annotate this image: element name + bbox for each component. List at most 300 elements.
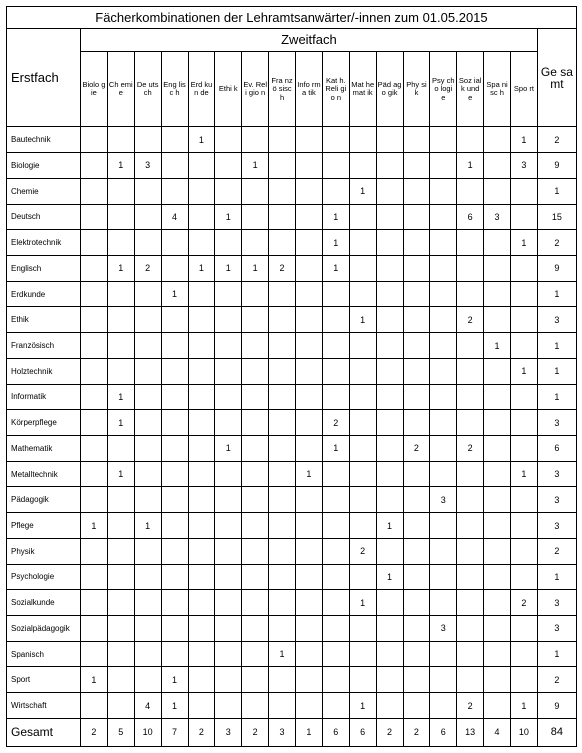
count-cell: 3	[484, 204, 511, 230]
count-cell	[349, 513, 376, 539]
count-cell	[188, 153, 215, 179]
count-cell	[349, 667, 376, 693]
column-total-cell: 13	[457, 718, 484, 746]
erstfach-label: Elektrotechnik	[7, 230, 81, 256]
count-cell	[403, 358, 430, 384]
count-cell: 1	[322, 436, 349, 462]
erstfach-label: Sport	[7, 667, 81, 693]
count-cell	[296, 358, 323, 384]
table-row	[7, 513, 577, 539]
count-cell: 3	[511, 153, 538, 179]
count-cell	[349, 436, 376, 462]
table-row	[7, 281, 577, 307]
table-row	[7, 461, 577, 487]
count-cell	[107, 538, 134, 564]
count-cell	[161, 255, 188, 281]
count-cell	[376, 410, 403, 436]
count-cell	[188, 281, 215, 307]
zweitfach-column-header: Päd ago gik	[376, 52, 403, 127]
count-cell	[81, 127, 108, 153]
table-row	[7, 384, 577, 410]
count-cell	[376, 538, 403, 564]
count-cell: 2	[269, 255, 296, 281]
count-cell: 1	[349, 590, 376, 616]
count-cell	[134, 358, 161, 384]
count-cell	[215, 358, 242, 384]
count-cell	[161, 333, 188, 359]
count-cell	[242, 436, 269, 462]
count-cell	[296, 693, 323, 719]
count-cell	[322, 384, 349, 410]
count-cell	[215, 513, 242, 539]
count-cell	[188, 410, 215, 436]
count-cell	[403, 281, 430, 307]
zweitfach-column-header: Soz ialk und e	[457, 52, 484, 127]
count-cell	[269, 667, 296, 693]
erstfach-label: Englisch	[7, 255, 81, 281]
column-total-cell: 2	[242, 718, 269, 746]
table-row	[7, 333, 577, 359]
count-cell	[403, 667, 430, 693]
count-cell	[457, 487, 484, 513]
count-cell	[215, 590, 242, 616]
zweitfach-column-header: Biolo gie	[81, 52, 108, 127]
table-row	[7, 538, 577, 564]
column-total-cell: 2	[403, 718, 430, 746]
row-total-cell: 6	[537, 436, 576, 462]
count-cell	[484, 153, 511, 179]
count-cell	[296, 153, 323, 179]
count-cell	[269, 127, 296, 153]
count-cell	[322, 178, 349, 204]
count-cell	[81, 693, 108, 719]
count-cell	[430, 641, 457, 667]
count-cell: 2	[457, 436, 484, 462]
count-cell	[269, 436, 296, 462]
column-total-cell: 2	[188, 718, 215, 746]
count-cell	[511, 178, 538, 204]
count-cell	[296, 641, 323, 667]
count-cell: 1	[81, 513, 108, 539]
count-cell	[430, 333, 457, 359]
count-cell	[349, 255, 376, 281]
table-row	[7, 436, 577, 462]
count-cell	[430, 693, 457, 719]
count-cell	[107, 487, 134, 513]
count-cell	[134, 641, 161, 667]
count-cell	[511, 281, 538, 307]
column-total-cell: 2	[376, 718, 403, 746]
count-cell	[484, 384, 511, 410]
count-cell	[134, 204, 161, 230]
count-cell	[457, 667, 484, 693]
count-cell	[403, 461, 430, 487]
count-cell	[322, 693, 349, 719]
count-cell	[403, 410, 430, 436]
count-cell	[484, 127, 511, 153]
count-cell	[107, 513, 134, 539]
count-cell	[188, 436, 215, 462]
erstfach-label: Pädagogik	[7, 487, 81, 513]
count-cell	[81, 255, 108, 281]
count-cell	[269, 204, 296, 230]
count-cell	[81, 616, 108, 642]
count-cell	[215, 410, 242, 436]
count-cell	[161, 358, 188, 384]
count-cell	[215, 538, 242, 564]
count-cell	[511, 667, 538, 693]
count-cell	[322, 461, 349, 487]
count-cell	[457, 616, 484, 642]
zweitfach-column-header: Spo rt	[511, 52, 538, 127]
count-cell	[269, 178, 296, 204]
count-cell	[376, 204, 403, 230]
count-cell	[269, 410, 296, 436]
count-cell	[349, 641, 376, 667]
zweitfach-column-header: De uts ch	[134, 52, 161, 127]
count-cell: 1	[215, 436, 242, 462]
count-cell	[457, 281, 484, 307]
erstfach-label: Wirtschaft	[7, 693, 81, 719]
count-cell	[322, 564, 349, 590]
count-cell: 2	[457, 307, 484, 333]
count-cell: 1	[511, 693, 538, 719]
erstfach-label: Sozialkunde	[7, 590, 81, 616]
count-cell	[81, 538, 108, 564]
count-cell	[349, 230, 376, 256]
zweitfach-column-header: Eng lisc h	[161, 52, 188, 127]
count-cell	[269, 384, 296, 410]
count-cell	[484, 487, 511, 513]
count-cell	[161, 616, 188, 642]
count-cell	[81, 153, 108, 179]
count-cell	[376, 641, 403, 667]
count-cell	[484, 641, 511, 667]
row-total-cell: 3	[537, 616, 576, 642]
count-cell	[430, 667, 457, 693]
table-row	[7, 255, 577, 281]
count-cell	[457, 358, 484, 384]
count-cell	[134, 667, 161, 693]
count-cell	[376, 693, 403, 719]
count-cell	[296, 436, 323, 462]
count-cell	[269, 616, 296, 642]
count-cell	[134, 127, 161, 153]
row-total-cell: 1	[537, 358, 576, 384]
row-total-cell: 9	[537, 153, 576, 179]
count-cell	[215, 127, 242, 153]
count-cell: 1	[242, 255, 269, 281]
count-cell	[430, 281, 457, 307]
count-cell: 2	[457, 693, 484, 719]
count-cell: 1	[215, 204, 242, 230]
count-cell	[107, 333, 134, 359]
count-cell	[215, 307, 242, 333]
count-cell	[511, 204, 538, 230]
count-cell	[484, 513, 511, 539]
count-cell: 1	[134, 513, 161, 539]
count-cell	[188, 230, 215, 256]
erstfach-label: Mathematik	[7, 436, 81, 462]
count-cell	[134, 487, 161, 513]
table-row	[7, 153, 577, 179]
count-cell	[269, 281, 296, 307]
count-cell	[107, 127, 134, 153]
count-cell	[511, 410, 538, 436]
count-cell: 2	[511, 590, 538, 616]
count-cell	[269, 564, 296, 590]
count-cell	[376, 178, 403, 204]
count-cell	[430, 538, 457, 564]
table-row	[7, 230, 577, 256]
count-cell	[161, 436, 188, 462]
count-cell	[349, 616, 376, 642]
count-cell	[134, 616, 161, 642]
count-cell	[269, 230, 296, 256]
table-row	[7, 693, 577, 719]
count-cell	[376, 461, 403, 487]
count-cell	[161, 230, 188, 256]
count-cell	[376, 616, 403, 642]
count-cell	[484, 693, 511, 719]
count-cell	[430, 255, 457, 281]
count-cell	[242, 178, 269, 204]
count-cell	[242, 564, 269, 590]
count-cell	[511, 255, 538, 281]
count-cell	[134, 436, 161, 462]
count-cell	[457, 255, 484, 281]
count-cell	[430, 127, 457, 153]
table-row	[7, 487, 577, 513]
count-cell	[81, 564, 108, 590]
count-cell	[134, 410, 161, 436]
row-total-cell: 3	[537, 461, 576, 487]
erstfach-label: Erdkunde	[7, 281, 81, 307]
count-cell	[484, 255, 511, 281]
count-cell	[242, 616, 269, 642]
count-cell	[107, 307, 134, 333]
count-cell	[134, 178, 161, 204]
count-cell	[107, 693, 134, 719]
count-cell	[484, 307, 511, 333]
count-cell	[215, 153, 242, 179]
count-cell	[81, 204, 108, 230]
count-cell: 1	[107, 153, 134, 179]
zweitfach-column-header: Mat he mat ik	[349, 52, 376, 127]
count-cell	[134, 461, 161, 487]
count-cell	[322, 127, 349, 153]
count-cell	[511, 564, 538, 590]
count-cell	[322, 513, 349, 539]
erstfach-header: Erstfach	[7, 28, 81, 127]
count-cell: 1	[269, 641, 296, 667]
table-row	[7, 564, 577, 590]
count-cell	[322, 590, 349, 616]
count-cell	[242, 513, 269, 539]
count-cell	[215, 230, 242, 256]
zweitfach-column-header: Phy sik	[403, 52, 430, 127]
gesamt-header: Ge sa mt	[537, 28, 576, 127]
count-cell	[215, 333, 242, 359]
erstfach-label: Französisch	[7, 333, 81, 359]
count-cell	[430, 358, 457, 384]
column-total-cell: 2	[81, 718, 108, 746]
count-cell	[430, 590, 457, 616]
count-cell	[188, 384, 215, 410]
table-row	[7, 127, 577, 153]
count-cell	[188, 693, 215, 719]
count-cell	[457, 230, 484, 256]
count-cell	[242, 230, 269, 256]
table-row	[7, 178, 577, 204]
count-cell	[242, 358, 269, 384]
row-total-cell: 3	[537, 487, 576, 513]
count-cell	[484, 230, 511, 256]
count-cell	[269, 358, 296, 384]
count-cell	[81, 487, 108, 513]
count-cell	[322, 333, 349, 359]
count-cell	[296, 513, 323, 539]
count-cell	[269, 307, 296, 333]
count-cell	[457, 590, 484, 616]
count-cell	[296, 487, 323, 513]
count-cell	[296, 127, 323, 153]
gesamt-row	[7, 718, 577, 746]
row-total-cell: 3	[537, 590, 576, 616]
count-cell	[188, 564, 215, 590]
count-cell	[376, 358, 403, 384]
count-cell	[188, 513, 215, 539]
count-cell	[107, 641, 134, 667]
count-cell	[242, 204, 269, 230]
count-cell	[296, 410, 323, 436]
count-cell	[269, 461, 296, 487]
count-cell	[188, 204, 215, 230]
count-cell	[134, 538, 161, 564]
count-cell: 1	[511, 230, 538, 256]
count-cell	[457, 384, 484, 410]
row-total-cell: 1	[537, 178, 576, 204]
count-cell	[107, 667, 134, 693]
table-row	[7, 641, 577, 667]
count-cell	[161, 153, 188, 179]
count-cell: 1	[457, 153, 484, 179]
count-cell	[296, 230, 323, 256]
count-cell	[430, 178, 457, 204]
count-cell	[403, 616, 430, 642]
count-cell	[242, 487, 269, 513]
subject-combinations-table	[6, 6, 577, 747]
count-cell: 1	[161, 693, 188, 719]
zweitfach-column-header: Kat h. Reli gio n	[322, 52, 349, 127]
count-cell	[403, 384, 430, 410]
count-cell	[430, 307, 457, 333]
table-row	[7, 204, 577, 230]
table-row	[7, 358, 577, 384]
count-cell	[403, 333, 430, 359]
count-cell	[403, 641, 430, 667]
count-cell	[511, 513, 538, 539]
count-cell	[215, 178, 242, 204]
zweitfach-subheader-row	[7, 52, 577, 127]
count-cell	[242, 461, 269, 487]
count-cell	[322, 641, 349, 667]
count-cell	[349, 153, 376, 179]
count-cell	[188, 667, 215, 693]
count-cell	[430, 153, 457, 179]
count-cell	[349, 410, 376, 436]
count-cell	[376, 487, 403, 513]
count-cell	[430, 410, 457, 436]
count-cell	[484, 538, 511, 564]
count-cell	[403, 307, 430, 333]
count-cell: 1	[107, 384, 134, 410]
count-cell	[457, 333, 484, 359]
count-cell	[403, 693, 430, 719]
zweitfach-column-header: Spa nisc h	[484, 52, 511, 127]
count-cell	[134, 384, 161, 410]
column-total-cell: 6	[430, 718, 457, 746]
count-cell	[457, 461, 484, 487]
count-cell	[161, 307, 188, 333]
zweitfach-column-header: Ch emi e	[107, 52, 134, 127]
count-cell	[215, 641, 242, 667]
count-cell	[349, 384, 376, 410]
count-cell	[457, 127, 484, 153]
table-row	[7, 667, 577, 693]
count-cell	[484, 281, 511, 307]
count-cell	[376, 667, 403, 693]
erstfach-label: Sozialpädagogik	[7, 616, 81, 642]
count-cell: 1	[484, 333, 511, 359]
count-cell	[161, 410, 188, 436]
count-cell	[215, 281, 242, 307]
count-cell	[134, 281, 161, 307]
count-cell	[322, 358, 349, 384]
count-cell: 1	[161, 281, 188, 307]
count-cell	[296, 178, 323, 204]
count-cell	[484, 590, 511, 616]
count-cell	[161, 178, 188, 204]
count-cell	[511, 487, 538, 513]
count-cell	[296, 255, 323, 281]
count-cell	[296, 204, 323, 230]
count-cell: 1	[161, 667, 188, 693]
count-cell: 1	[107, 410, 134, 436]
count-cell	[161, 461, 188, 487]
count-cell	[81, 436, 108, 462]
count-cell	[484, 178, 511, 204]
count-cell	[215, 461, 242, 487]
count-cell: 1	[107, 255, 134, 281]
count-cell	[107, 204, 134, 230]
count-cell	[188, 461, 215, 487]
count-cell	[81, 641, 108, 667]
count-cell	[161, 538, 188, 564]
erstfach-label: Psychologie	[7, 564, 81, 590]
count-cell	[349, 358, 376, 384]
count-cell	[269, 333, 296, 359]
count-cell	[107, 564, 134, 590]
count-cell	[215, 487, 242, 513]
count-cell	[349, 564, 376, 590]
erstfach-label: Biologie	[7, 153, 81, 179]
count-cell	[296, 281, 323, 307]
count-cell	[403, 513, 430, 539]
count-cell: 1	[349, 693, 376, 719]
count-cell: 2	[403, 436, 430, 462]
count-cell: 6	[457, 204, 484, 230]
